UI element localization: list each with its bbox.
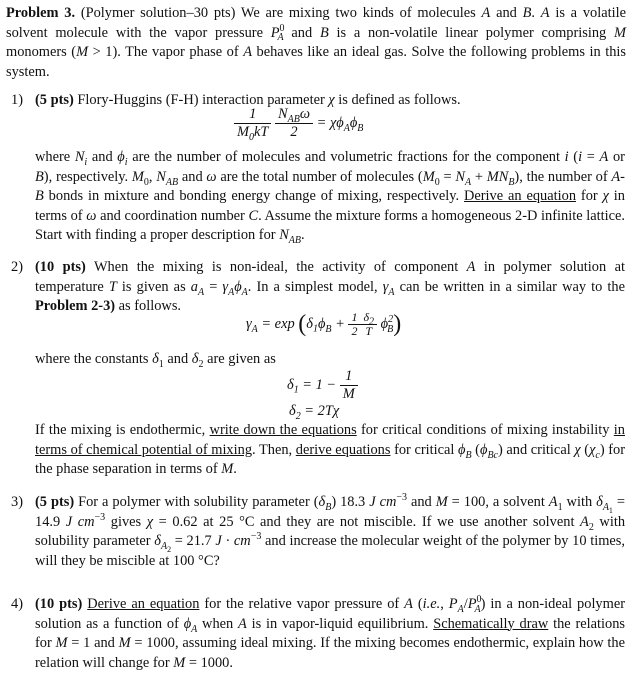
question-2: 2) (10 pts) When the mixing is non-ideal, the activity of component A in polymer solution at temperature T is given as $a_A = \gamma_A\phi_A$. In a simplest model, $\gamma_A$ can be written in a similar way to the Problem 2-3) as follows. (11, 259, 626, 314)
question-4: 4) (10 pts) Derive an equation for the relative vapor pressure of A (i.e., $P_A/P^0_A$) in a non-ideal polymer solution as a function of $\phi_A$ when A is in vapor-liquid equilibrium. Schematically draw the relations for M = 1 and M = 1000, assuming ideal mixing. If the mixing becomes endothermic, explain how the relation will change for M = 1000. (11, 594, 626, 671)
q2-task-u2: in terms of chemical potential of mixing (35, 422, 625, 458)
question-points: (5 pts) (35, 92, 74, 108)
q2-delta1: $\delta_1 = 1$ − $\frac{1}{M}$ (287, 368, 358, 403)
q4-task-u2: Schematically draw (433, 615, 549, 632)
problem-title: Problem 3. (6, 5, 76, 21)
question-3: 3) (5 pts) For a polymer with solubility parameter $(\delta_B)$ 18.3 J $cm^{-3}$ and M = 100, a solvent $A_1$ with $\delta_{A_1} = 14.9$ J $cm^{-3}$ gives χ = 0.62 at 25 °C and they are not miscible. If we use another solvent $A_2$ with solubility parameter $\delta_{A_2} = 21.7$ $J \cdot cm^{-3}$ and increase the molecular weight of the polymer by 10 times, will they be miscible at 100 °C? (11, 492, 626, 569)
q2-task: If the mixing is endothermic, write down the equations for critical conditions of mixing instability in terms of chemical potential of mixing. Then, derive equations for critical $\phi_B$ $(\phi_{Bc})$ and critical χ $(\chi_c)$ for the phase separation in terms of M. (35, 422, 626, 477)
q1-body: where $N_i$ and $\phi_i$ are the number of molecules and volumetric fractions for the component i (i = A or B), respectively. $M_0$, $N_{AB}$ and ω are the total number of molecules $(M_0 = N_A + MN_B)$, the number of A-B bonds in mixture and bonding energy change of mixing, respectively. Derive an equation for χ in terms of ω and coordination number C. Assume the mixture forms a homogeneous 2-D infinite lattice. Start with finding a proper description for $N_{AB}$. (35, 149, 625, 246)
problem-points: (Polymer solution–30 pts) (80, 5, 236, 21)
q2-delta2: $\delta_2 = 2T\chi$ (289, 403, 340, 422)
q1-equation: $\frac{1}{M_0kT}$ $\frac{N_{AB}\omega}{2}$ = $\chi\phi_A\phi_B$ (234, 106, 363, 141)
question-number: 1) (11, 92, 23, 108)
question-points: (10 pts) (35, 596, 83, 612)
question-number: 2) (11, 259, 23, 275)
question-number: 3) (11, 494, 23, 510)
question-points: (5 pts) (35, 494, 75, 510)
q2-constants: where the constants $\delta_1$ and $\delta_2$ are given as (35, 351, 276, 370)
q2-task-u3: derive equations (295, 441, 391, 458)
q2-task-u1: write down the equations (209, 422, 357, 438)
q4-task-u1: Derive an equation (87, 596, 200, 612)
question-number: 4) (11, 596, 23, 612)
question-points: (10 pts) (35, 259, 86, 275)
q2-lead-end: as follows. (118, 298, 182, 314)
problem-intro: Problem 3. (Polymer solution–30 pts) We are mixing two kinds of molecules A and B. A is a volatile solvent molecule with the vapor pressure $P^0_A$ and B is a non-volatile linear polymer comprising M monomers (M > 1). The vapor phase of A behaves like an ideal gas. Solve the following problems in this system. (6, 5, 627, 80)
q2-ref: Problem 2-3) (35, 298, 116, 314)
question-1: 1) (5 pts) Flory-Huggins (F-H) interaction parameter χ is defined as follows. (35, 91, 625, 111)
q2-gamma-equation: $\gamma_A = \exp (\delta_1\phi_B$ + $\frac{1}{2}$ $\frac{\delta_2}{T}$ $\phi^2_B$) (246, 310, 402, 338)
q1-task-underlined: Derive an equation (463, 188, 577, 204)
